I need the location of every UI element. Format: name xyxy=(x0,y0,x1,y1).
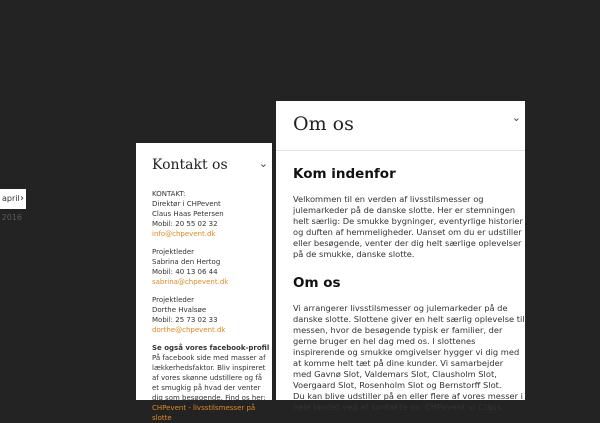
paragraph-line: danske slotte. Slottene giver en helt særlig oplevelse til xyxy=(293,314,525,324)
contact-block xyxy=(152,295,260,335)
paragraph-line: Vi arrangerer livsstilsmesser og julemarkeder på de xyxy=(293,303,508,313)
contact-block xyxy=(152,247,260,287)
chevron-right-icon[interactable]: › xyxy=(20,193,24,204)
chevron-down-icon[interactable]: ⌄ xyxy=(511,111,521,124)
contact-line: Projektleder xyxy=(152,248,195,256)
paragraph-line: og duften af hemmeligheder. Uanset om du er udstiller xyxy=(293,227,522,237)
paragraph-line: hele landet ved at kontakte os: CHPevent v/ Claus xyxy=(293,402,502,412)
email-link[interactable]: info@chpevent.dk xyxy=(152,230,216,238)
om-os-title: Om os xyxy=(293,113,354,135)
section-heading: Kom indenfor xyxy=(293,166,396,182)
paragraph-line: gerne bruger en hel dag med os. I slottenes xyxy=(293,336,476,346)
paragraph-line: julemarkeder på de danske slotte. Her er stemningen xyxy=(293,205,516,215)
year-label: 2016 xyxy=(1,213,22,222)
contact-line: Direktør i CHPevent xyxy=(152,200,221,208)
contact-line: KONTAKT: xyxy=(152,190,186,198)
email-link[interactable]: sabrina@chpevent.dk xyxy=(152,278,229,286)
facebook-line: dig som besøgende. Find os her: xyxy=(152,394,266,402)
section-paragraph xyxy=(293,303,525,413)
contact-line: Projektleder xyxy=(152,296,195,304)
facebook-link[interactable]: CHPevent - livsstilsmesser på xyxy=(152,404,256,412)
om-os-panel xyxy=(276,101,525,412)
facebook-heading: Se også vores facebook-profil xyxy=(152,344,270,352)
facebook-block xyxy=(152,343,270,423)
date-tab-label: april xyxy=(2,194,20,203)
paragraph-line: på de smukke, danske slotte. xyxy=(293,249,415,259)
paragraph-line: at komme helt tæt på dine kunder. Vi samarbejder xyxy=(293,358,504,368)
section-heading: Om os xyxy=(293,275,341,291)
facebook-line: af vores skønne udstillere og få xyxy=(152,374,263,382)
contact-line: Claus Haas Petersen xyxy=(152,210,224,218)
paragraph-line: eller besøgende, venter der dig helt særlige oplevelser xyxy=(293,238,522,248)
paragraph-line: inspirerende og smukke omgivelser hygger vi dig med xyxy=(293,347,520,357)
contact-block xyxy=(152,189,260,239)
contact-line: Dorthe Hvalsøe xyxy=(152,306,207,314)
kontakt-title: Kontakt os xyxy=(152,157,228,173)
paragraph-line: Voergaard Slot, Rosenholm Slot og Bernstorff Slot. xyxy=(293,380,502,390)
facebook-line: På facebook side med masser af xyxy=(152,354,266,362)
kontakt-panel xyxy=(136,143,272,422)
email-link[interactable]: dorthe@chpevent.dk xyxy=(152,326,226,334)
contact-line: Mobil: 20 55 02 32 xyxy=(152,220,218,228)
paragraph-line: helt særlig: De smukke bygninger, eventyrlige historier xyxy=(293,216,523,226)
facebook-link[interactable]: slotte xyxy=(152,414,172,422)
facebook-line: et smugkig på hvad der venter xyxy=(152,384,261,392)
paragraph-line: messen, hvor de besøgende typisk er familier, der xyxy=(293,325,503,335)
contact-line: Sabrina den Hertog xyxy=(152,258,221,266)
paragraph-line: Du kan blive udstiller på en eller flere af vores messer i xyxy=(293,391,523,401)
contact-line: Mobil: 40 13 06 44 xyxy=(152,268,218,276)
chevron-down-icon[interactable]: ⌄ xyxy=(258,157,268,170)
paragraph-line: Velkommen til en verden af livsstilsmesser og xyxy=(293,194,484,204)
paragraph-line: med Gavnø Slot, Valdemars Slot, Clausholm Slot, xyxy=(293,369,497,379)
contact-line: Mobil: 25 73 02 33 xyxy=(152,316,218,324)
section-paragraph xyxy=(293,194,523,260)
facebook-line: lækkerhedsfaktor. Bliv inspireret xyxy=(152,364,266,372)
date-navigation-tab[interactable] xyxy=(0,189,26,209)
title-divider xyxy=(276,150,525,151)
